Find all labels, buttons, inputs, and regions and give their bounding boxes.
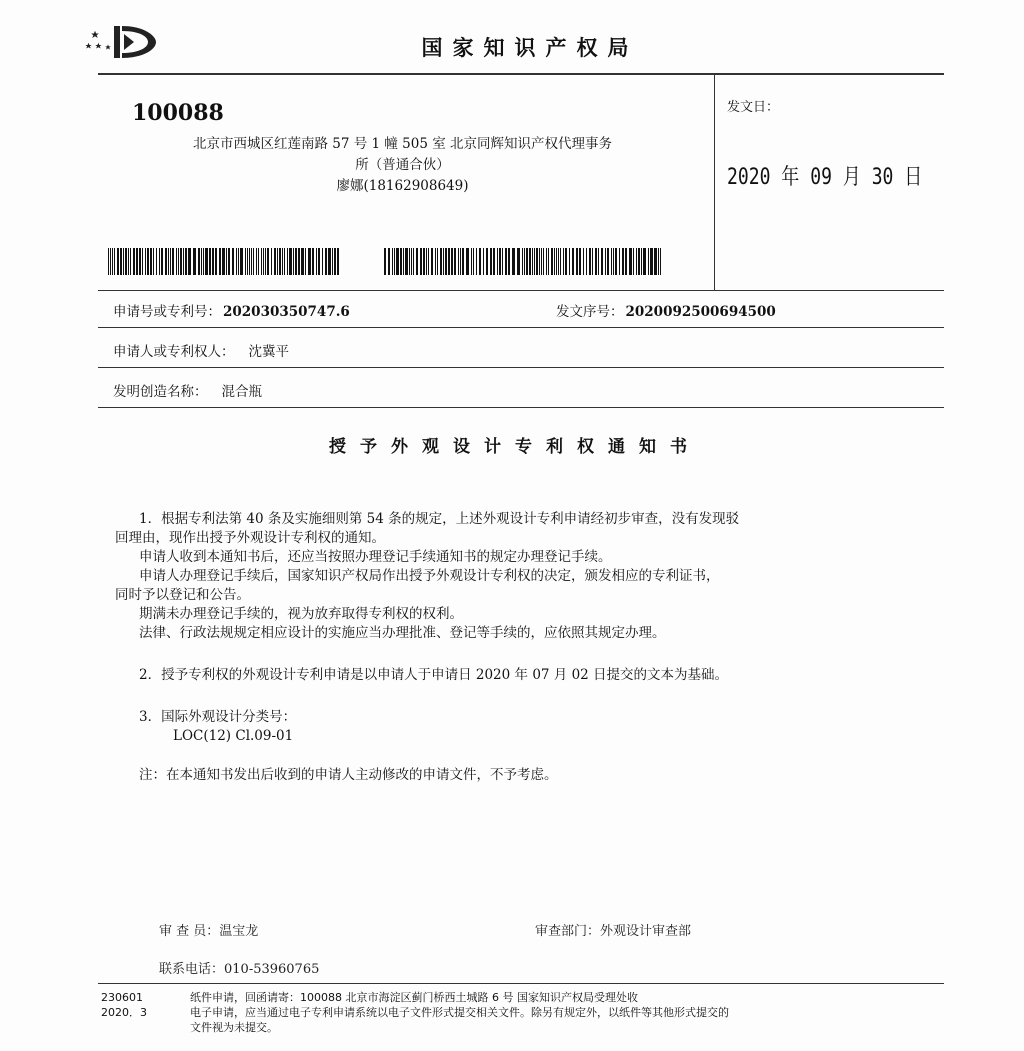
barcode-bar: [123, 248, 124, 275]
barcode-bar: [156, 248, 157, 275]
address-divider: [714, 74, 715, 290]
barcode-bar: [161, 248, 163, 275]
barcode-bar: [170, 248, 171, 275]
barcode-bar: [147, 248, 149, 275]
contact-phone: 联系电话：010-53960765: [159, 962, 320, 977]
barcode-bar: [136, 248, 138, 275]
barcode-bar: [168, 248, 169, 275]
examination-department: 审查部门：外观设计审查部: [535, 924, 692, 939]
applicant-value: 沈冀平: [248, 344, 289, 360]
barcode-bar: [539, 248, 540, 275]
barcode-bar: [576, 248, 578, 275]
barcode-bar: [598, 248, 599, 275]
barcode-bar: [405, 248, 408, 275]
notice-title: 授予外观设计专利权通知书: [329, 437, 701, 457]
barcode-bar: [548, 248, 549, 275]
barcode-bar: [183, 248, 184, 275]
barcode-bar: [325, 248, 327, 275]
barcode-bar: [560, 248, 561, 275]
invention-title-row: [113, 380, 262, 400]
barcode-bar: [112, 248, 113, 275]
barcode-bar: [289, 248, 292, 275]
recipient-contact: 廖娜(18162908649): [336, 178, 469, 194]
barcode-bar: [420, 248, 422, 275]
paragraph-4: 期满未办理登记手续的，视为放弃取得专利权的权利。: [139, 606, 463, 622]
barcode-bar: [125, 248, 127, 275]
barcode-bar: [180, 248, 182, 275]
barcode-bar: [615, 248, 617, 275]
barcode-bar: [226, 248, 227, 275]
barcode-bar: [150, 248, 152, 275]
barcode-bar: [411, 248, 412, 275]
barcode-bar: [263, 248, 264, 275]
cnipa-emblem-icon: [84, 22, 160, 62]
barcode-bar: [400, 248, 402, 275]
barcode-bar: [153, 248, 154, 275]
barcode-bar: [193, 248, 196, 275]
barcode-bar: [483, 248, 484, 275]
barcode-bar: [466, 248, 469, 275]
barcode-bar: [490, 248, 492, 275]
barcode-bar: [108, 248, 109, 275]
barcode-bar: [413, 248, 414, 275]
barcode-bar: [479, 248, 481, 275]
barcode-bar: [178, 248, 179, 275]
barcode-bar: [247, 248, 248, 275]
barcode-bar: [641, 248, 642, 275]
footer-line-3: 文件视为未提交。: [190, 1021, 278, 1034]
barcode-bar: [607, 248, 609, 275]
barcode-bar: [334, 248, 336, 275]
barcode-bar: [650, 248, 653, 275]
invention-title-value: 混合瓶: [221, 384, 262, 400]
barcode-bar: [159, 248, 160, 275]
barcode-bar: [619, 248, 620, 275]
barcode-bar: [589, 248, 591, 275]
paragraph-7: 3．国际外观设计分类号：: [139, 709, 297, 725]
barcode-bar: [454, 248, 456, 275]
barcode-bar: [428, 248, 429, 275]
barcode-bar: [267, 248, 269, 275]
barcode-bar: [638, 248, 640, 275]
barcode-bar: [301, 248, 304, 275]
barcode-left: [108, 248, 340, 275]
barcode-bar: [445, 248, 447, 275]
barcode-bar: [565, 248, 567, 275]
barcode-bar: [569, 248, 570, 275]
barcode-bar: [611, 248, 612, 275]
barcode-bar: [583, 248, 584, 275]
barcode-bar: [660, 248, 661, 275]
barcode-bar: [261, 248, 262, 275]
serial-number-row: [556, 300, 776, 320]
barcode-bar: [394, 248, 395, 275]
barcode-bar: [277, 248, 278, 275]
paragraph-6: 2．授予专利权的外观设计专利申请是以申请人于申请日 2020 年 07 月 02 日提交的文本为基础。: [139, 667, 729, 683]
barcode-bar: [295, 248, 297, 275]
barcode-bar: [543, 248, 544, 275]
barcode-bar: [648, 248, 649, 275]
barcode-bar: [305, 248, 306, 275]
barcode-bar: [232, 248, 234, 275]
barcode-bar: [282, 248, 283, 275]
barcode-bar: [265, 248, 266, 275]
barcode-bar: [185, 248, 187, 275]
barcode-bar: [240, 248, 243, 275]
barcode-bar: [256, 248, 257, 275]
barcode-bar: [558, 248, 559, 275]
paragraph-2: 申请人收到本通知书后，还应当按照办理登记手续通知书的规定办理登记手续。: [139, 549, 612, 565]
header-rule: [98, 73, 944, 75]
recipient-address: [115, 134, 690, 197]
barcode-bar: [460, 248, 461, 275]
barcode-bar: [613, 248, 614, 275]
barcode-bar: [188, 248, 191, 275]
footer-rule: [98, 983, 944, 984]
paragraph-5: 法律、行政法规规定相应设计的实施应当办理批准、登记等手续的，应依照其规定办理。: [139, 625, 666, 641]
barcode-bar: [279, 248, 281, 275]
barcode-bar: [328, 248, 331, 275]
row-rule-3: [98, 407, 944, 408]
barcode-bar: [435, 248, 436, 275]
barcode-bar: [130, 248, 131, 275]
barcode-bar: [205, 248, 208, 275]
barcode-bar: [502, 248, 503, 275]
barcode-bar: [586, 248, 587, 275]
loc-classification: LOC(12) Cl.09-01: [173, 728, 294, 744]
barcode-bar: [658, 248, 659, 275]
paragraph-1-line-2: 回理由，现作出授予外观设计专利权的通知。: [115, 530, 385, 546]
barcode-bar: [462, 248, 464, 275]
barcode-bar: [426, 248, 427, 275]
barcode-bar: [409, 248, 410, 275]
barcode-bar: [238, 248, 239, 275]
barcode-bar: [128, 248, 129, 275]
barcode-bar: [551, 248, 553, 275]
barcode-bar: [431, 248, 433, 275]
barcode-bar: [493, 248, 495, 275]
barcode-bar: [636, 248, 637, 275]
barcode-bar: [423, 248, 425, 275]
barcode-bar: [222, 248, 225, 275]
barcode-bar: [133, 248, 135, 275]
barcode-bar: [629, 248, 632, 275]
office-title: 国家知识产权局: [421, 36, 639, 60]
issue-date-label: 发文日：: [727, 100, 780, 115]
barcode-bar: [228, 248, 230, 275]
note: 注：在本通知书发出后收到的申请人主动修改的申请文件，不予考虑。: [139, 767, 558, 783]
footer-line-1: 纸件申请，回函请寄：100088 北京市海淀区蓟门桥西土城路 6 号 国家知识产权局受理处收: [190, 991, 638, 1004]
barcode-bar: [505, 248, 507, 275]
barcode-bar: [437, 248, 438, 275]
examiner: 审 查 员：温宝龙: [159, 924, 259, 939]
barcode-bar: [524, 248, 525, 275]
barcode-bar: [249, 248, 250, 275]
barcode-bar: [526, 248, 528, 275]
barcode-bar: [471, 248, 472, 275]
barcode-bar: [633, 248, 634, 275]
serial-number-value: 2020092500694500: [625, 304, 776, 320]
barcode-bar: [448, 248, 450, 275]
barcode-bar: [563, 248, 564, 275]
barcode-bar: [332, 248, 333, 275]
barcode-bar: [114, 248, 115, 275]
barcode-bar: [203, 248, 204, 275]
barcode-bar: [476, 248, 477, 275]
paragraph-3-line-2: 同时予以登记和公告。: [115, 587, 250, 603]
barcode-bar: [508, 248, 510, 275]
barcode-bar: [517, 248, 520, 275]
barcode-bar: [554, 248, 555, 275]
fields-top-rule: [98, 290, 944, 291]
row-rule-1: [98, 327, 944, 328]
barcode-bar: [312, 248, 314, 275]
barcode-bar: [601, 248, 603, 275]
serial-number-label: 发文序号：: [556, 304, 624, 320]
barcode-bar: [534, 248, 535, 275]
barcode-bar: [274, 248, 276, 275]
issue-date: 2020 年 09 月 30 日: [727, 165, 923, 190]
barcode-bar: [392, 248, 393, 275]
barcode-bar: [572, 248, 574, 275]
paragraph-3-line-1: 申请人办理登记手续后，国家知识产权局作出授予外观设计专利权的决定，颁发相应的专利证书，: [139, 568, 720, 584]
barcode-bar: [486, 248, 488, 275]
barcode-bar: [236, 248, 237, 275]
barcode-bar: [198, 248, 200, 275]
barcode-bar: [271, 248, 272, 275]
application-number-value: 202030350747.6: [223, 304, 350, 320]
barcode-bar: [643, 248, 646, 275]
barcode-bar: [253, 248, 254, 275]
barcode-bar: [605, 248, 606, 275]
footer-line-2: 电子申请，应当通过电子专利申请系统以电子文件形式提交相关文件。除另有规定外，以纸件等其他形式提交的: [190, 1006, 729, 1019]
recipient-postcode: 100088: [132, 100, 224, 126]
barcode-bar: [337, 248, 339, 275]
barcode-bar: [396, 248, 399, 275]
invention-title-label: 发明创造名称：: [113, 384, 208, 400]
barcode-bar: [499, 248, 501, 275]
barcode-bar: [308, 248, 311, 275]
applicant-row: [113, 340, 289, 360]
barcode-bar: [142, 248, 143, 275]
paragraph-1-line-1: 1．根据专利法第 40 条及实施细则第 54 条的规定，上述外观设计专利申请经初步审查，没有发现驳: [139, 511, 740, 527]
barcode-bar: [316, 248, 317, 275]
footer-text: [190, 990, 950, 1035]
barcode-bar: [592, 248, 593, 275]
barcode-bar: [201, 248, 202, 275]
barcode-bar: [458, 248, 459, 275]
barcode-bar: [546, 248, 547, 275]
barcode-bar: [622, 248, 624, 275]
barcode-bar: [654, 248, 657, 275]
barcode-bar: [536, 248, 538, 275]
barcode-bar: [595, 248, 597, 275]
barcode-bar: [251, 248, 252, 275]
barcode-bar: [384, 248, 386, 275]
barcode-bar: [298, 248, 300, 275]
barcode-bar: [440, 248, 442, 275]
barcode-bar: [219, 248, 221, 275]
barcode-bar: [497, 248, 498, 275]
notice-body-1: [115, 510, 950, 643]
barcode-bar: [287, 248, 288, 275]
form-code-1: 230601: [101, 991, 143, 1004]
barcode-bar: [541, 248, 542, 275]
barcode-bar: [139, 248, 141, 275]
barcode-bar: [522, 248, 523, 275]
barcode-bar: [215, 248, 217, 275]
barcode-bar: [416, 248, 418, 275]
barcode-bar: [293, 248, 294, 275]
barcode-bar: [117, 248, 119, 275]
barcode-bar: [172, 248, 174, 275]
address-line-1: 北京市西城区红莲南路 57 号 1 幢 505 室 北京同辉知识产权代理事务: [192, 136, 613, 152]
barcode-bar: [120, 248, 122, 275]
barcode-bar: [318, 248, 320, 275]
barcode-bar: [212, 248, 214, 275]
barcode-bar: [388, 248, 390, 275]
barcode-bar: [284, 248, 285, 275]
barcode-bar: [209, 248, 211, 275]
barcode-bar: [579, 248, 581, 275]
barcode-bar: [145, 248, 146, 275]
applicant-label: 申请人或专利权人：: [113, 344, 235, 360]
barcode-right: [384, 248, 662, 275]
application-number-label: 申请号或专利号：: [113, 304, 221, 320]
form-code-2: 2020．3: [101, 1006, 147, 1019]
address-line-2: 所（普通合伙）: [355, 157, 450, 173]
barcode-bar: [258, 248, 259, 275]
barcode-bar: [473, 248, 474, 275]
barcode-bar: [176, 248, 177, 275]
barcode-bar: [322, 248, 323, 275]
barcode-bar: [443, 248, 444, 275]
application-number-row: [113, 300, 350, 320]
barcode-bar: [110, 248, 111, 275]
barcode-bar: [529, 248, 531, 275]
barcode-bar: [165, 248, 167, 275]
barcode-bar: [245, 248, 246, 275]
barcode-bar: [532, 248, 533, 275]
barcode-bar: [512, 248, 515, 275]
barcode-bar: [403, 248, 404, 275]
barcode-bar: [451, 248, 453, 275]
barcode-bar: [625, 248, 627, 275]
barcode-bar: [556, 248, 557, 275]
row-rule-2: [98, 367, 944, 368]
